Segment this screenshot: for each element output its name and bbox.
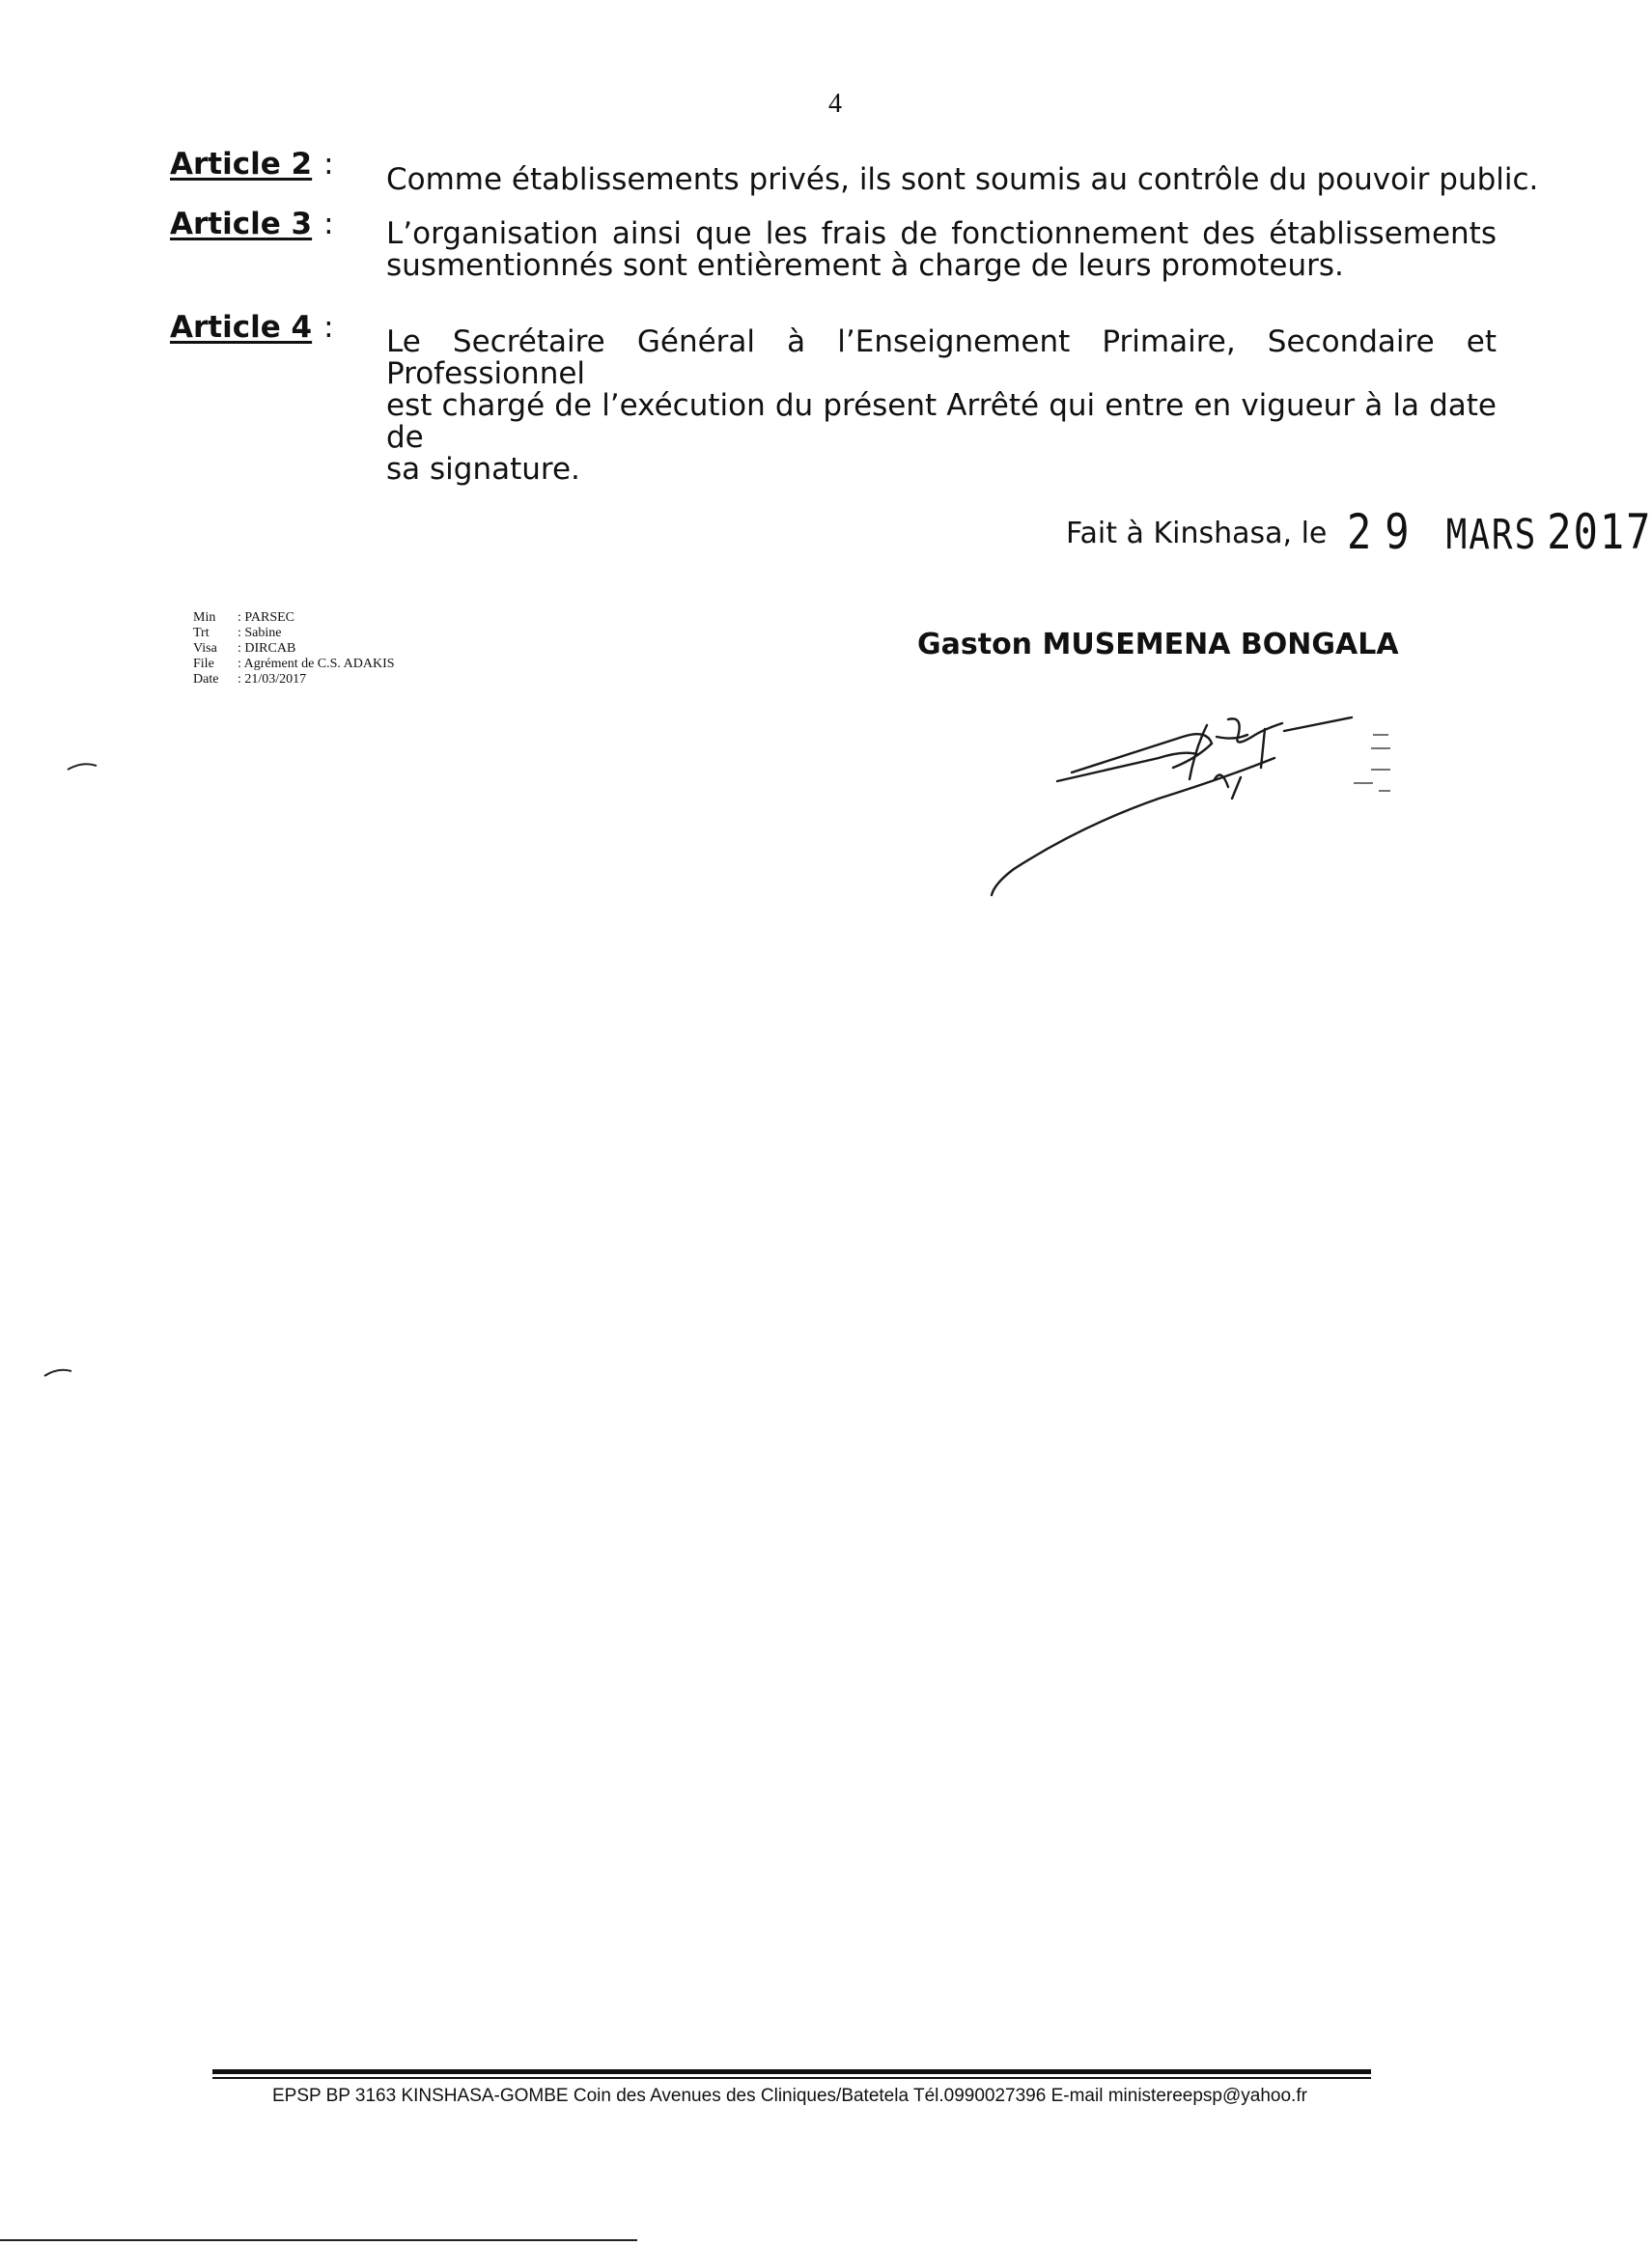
article-4-text xyxy=(386,326,1497,486)
date-stamp-month: MARS xyxy=(1445,512,1538,559)
reference-value: : Agrément de C.S. ADAKIS xyxy=(238,657,395,671)
reference-value: : DIRCAB xyxy=(238,641,296,656)
article-colon: : xyxy=(323,207,334,241)
reference-row xyxy=(193,672,395,688)
article-3-label xyxy=(170,207,334,241)
signatory-name: Gaston MUSEMENA BONGALA xyxy=(917,628,1399,661)
date-stamp-day: 29 xyxy=(1347,504,1423,560)
reference-value: : PARSEC xyxy=(238,610,295,625)
article-text-line: L’organisation ainsi que les frais de fonctionnement des établissements xyxy=(386,216,1497,251)
article-text-line: sa signature. xyxy=(386,452,580,487)
footer-address: EPSP BP 3163 KINSHASA-GOMBE Coin des Avenues des Cliniques/Batetela Tél.0990027396 E-mail ministereepsp@yahoo.fr xyxy=(272,2086,1307,2106)
reference-row xyxy=(193,657,395,672)
place-date-text: Fait à Kinshasa, le xyxy=(1066,517,1328,550)
article-2-text xyxy=(386,162,1539,197)
reference-row xyxy=(193,641,395,657)
reference-row xyxy=(193,626,395,641)
article-2-label xyxy=(170,147,334,182)
date-stamp-year: 2017 xyxy=(1547,504,1652,560)
reference-value: : 21/03/2017 xyxy=(238,672,307,687)
footer-rule xyxy=(212,2077,1371,2079)
reference-key: File xyxy=(193,657,214,671)
page-number: 4 xyxy=(828,89,842,119)
reference-key: Trt xyxy=(193,626,210,640)
article-text-line: Comme établissements privés, ils sont soumis au contrôle du pouvoir public. xyxy=(386,162,1539,197)
reference-block xyxy=(193,610,395,688)
reference-key: Min xyxy=(193,610,216,625)
reference-key: Visa xyxy=(193,641,217,656)
reference-value: : Sabine xyxy=(238,626,282,640)
article-text-line: Le Secrétaire Général à l’Enseignement Primaire, Secondaire et Professionnel xyxy=(386,324,1497,391)
article-colon: : xyxy=(323,310,334,345)
article-text-line: est chargé de l’exécution du présent Arrêté qui entre en vigueur à la date de xyxy=(386,388,1497,455)
signature-mark xyxy=(975,690,1419,912)
article-colon: : xyxy=(323,147,334,182)
article-text-line: susmentionnés sont entièrement à charge de leurs promoteurs. xyxy=(386,248,1344,283)
article-label-text: Article 3 xyxy=(170,207,313,241)
article-3-text xyxy=(386,218,1497,282)
reference-row xyxy=(193,610,395,626)
article-4-label xyxy=(170,310,334,345)
date-stamp xyxy=(1347,504,1652,560)
article-label-text: Article 2 xyxy=(170,147,313,182)
reference-key: Date xyxy=(193,672,219,687)
footer-rule xyxy=(212,2069,1371,2074)
article-label-text: Article 4 xyxy=(170,310,313,345)
